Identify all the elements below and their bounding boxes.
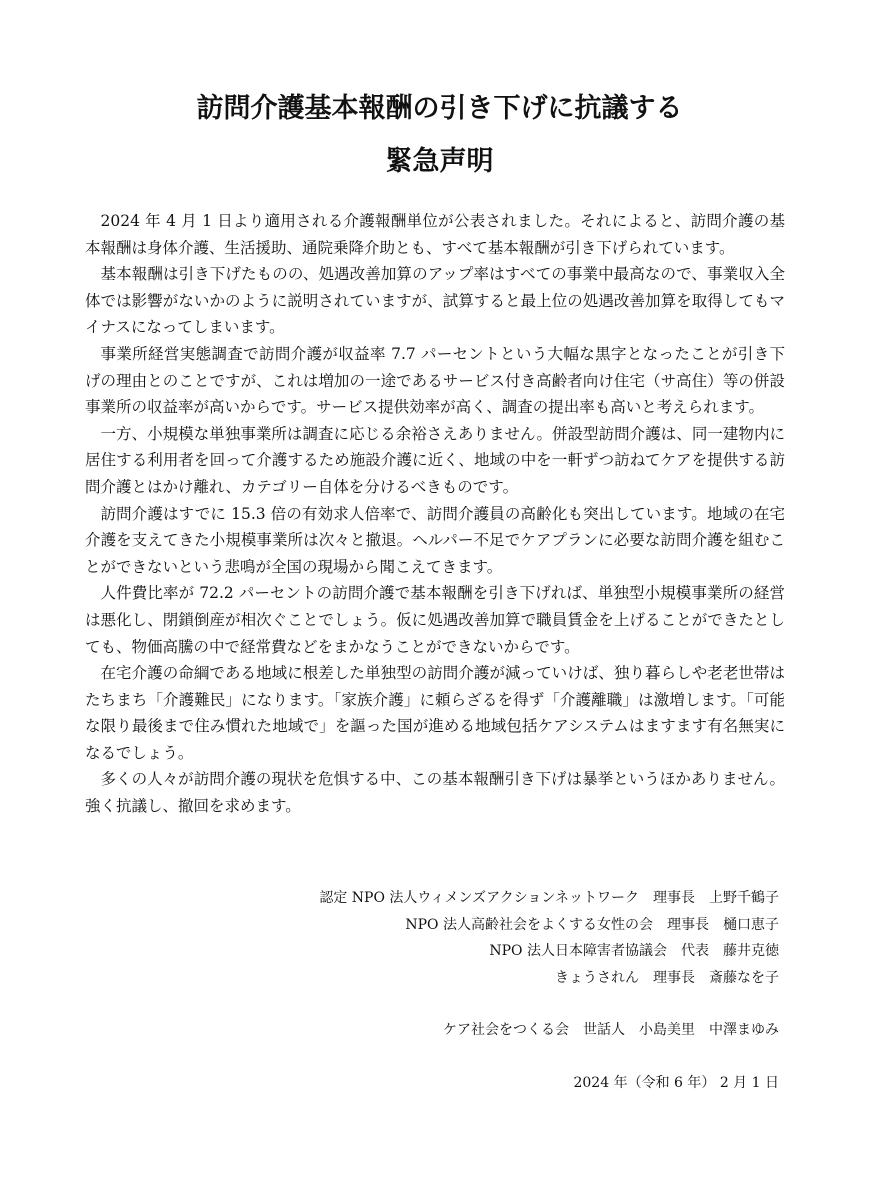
signatory-list [179,885,779,1044]
paragraph: 人件費比率が 72.2 パーセントの訪問介護で基本報酬を引き下げれば、単独型小規模事業所の経営は悪化し、閉鎖倒産が相次ぐことでしょう。仮に処遇改善加算で職員賃金を上げることができたとしても、物価高騰の中で経常費などをまかなうことができないからです。 [85,584,785,656]
paragraph: 一方、小規模な単独事業所は調査に応じる余裕さえありません。併設型訪問介護は、同一建物内に居住する利用者を回って介護するため施設介護に近く、地域の中を一軒ずつ訪ねてケアを提供する訪問介護とはかけ離れ、カテゴリー自体を分けるべきものです。 [85,424,785,496]
paragraph: 事業所経営実態調査で訪問介護が収益率 7.7 パーセントという大幅な黒字となったことが引き下げの理由とのことですが、これは増加の一途であるサービス付き高齢者向け住宅（サ高住）等の併設事業所の収益率が高いからです。サービス提供効率が高く、調査の提出率も高いと考えられます。 [85,344,785,417]
signatory: 認定 NPO 法人ウィメンズアクションネットワーク 理事長 上野千鶴子 [319,890,779,906]
statement-date: 2024 年（令和 6 年） 2 月 1 日 [573,1075,779,1091]
signatory: NPO 法人日本障害者協議会 代表 藤井克徳 [489,943,779,959]
signature-spacer [179,991,779,1017]
signatory: NPO 法人高齢社会をよくする女性の会 理事長 樋口恵子 [405,916,779,933]
document-title: 訪問介護基本報酬の引き下げに抗議する [196,93,683,124]
document-subtitle: 緊急声明 [385,146,494,177]
paragraph: 基本報酬は引き下げたものの、処遇改善加算のアップ率はすべての事業中最高なので、事業収入全体では影響がないかのように説明されていますが、試算すると最上位の処遇改善加算を取得してもマイナスになってしまいます。 [85,265,785,337]
signatory: きょうされん 理事長 斎藤なを子 [555,969,779,986]
paragraph: 多くの人々が訪問介護の現状を危惧する中、この基本報酬引き下げは暴挙というほかありません。強く抗議し、撤回を求めます。 [85,770,785,816]
statement-body [85,208,785,820]
paragraph: 訪問介護はすでに 15.3 倍の有効求人倍率で、訪問介護員の高齢化も突出しています。地域の在宅介護を支えてきた小規模事業所は次々と撤退。ヘルパー不足でケアプランに必要な訪問介護を組むことができないという悲鳴が全国の現場から聞こえてきます。 [85,504,785,576]
paragraph: 在宅介護の命綱である地域に根差した単独型の訪問介護が減っていけば、独り暮らしや老老世帯はたちまち「介護難民」になります。「家族介護」に頼らざるを得ず「介護離職」は激増します。「可能な限り最後まで住み慣れた地域で」を謳った国が進める地域包括ケアシステムはますます有名無実になるでしょう。 [85,664,785,762]
signatory: ケア社会をつくる会 世話人 小島美里 中澤まゆみ [443,1022,779,1038]
paragraph: 2024 年 4 月 1 日より適用される介護報酬単位が公表されました。それによると、訪問介護の基本報酬は身体介護、生活援助、通院乗降介助とも、すべて基本報酬が引き下げられています。 [85,212,785,257]
